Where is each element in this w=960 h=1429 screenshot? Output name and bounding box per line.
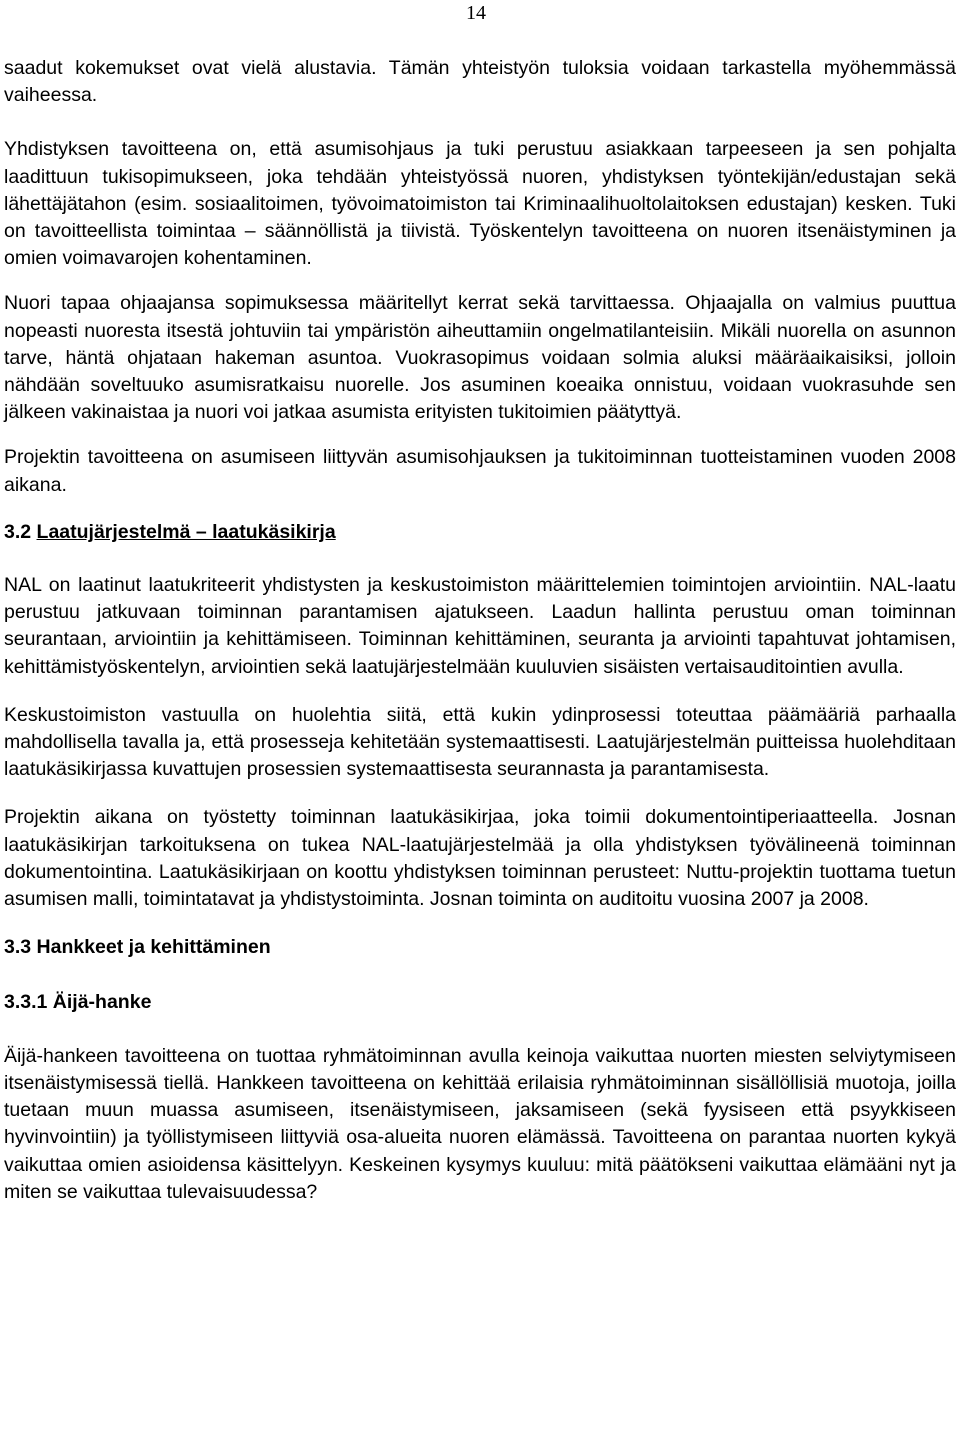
paragraph: Projektin aikana on työstetty toiminnan laatukäsikirjaa, joka toimii dokumentointiperiaatteella. Josnan laatukäsikirjan tarkoituksena on tukea NAL-laatujärjestelmää ja olla yhdistyksen työvälineenä toiminnan dokumentointina. Laatukäsikirjaan on koottu yhdistyksen toiminnan perusteet: Nuttu-projektin tuottama tuetun asumisen malli, toimintatavat ja yhdistystoiminta. Josnan toiminta on auditoitu vuosina 2007 ja 2008. [4, 806, 956, 911]
section-heading [4, 934, 956, 961]
document-body [4, 55, 956, 1206]
section-heading [4, 519, 956, 546]
section-title: Hankkeet ja kehittäminen [36, 936, 271, 959]
paragraph: Yhdistyksen tavoitteena on, että asumisohjaus ja tuki perustuu asiakkaan tarpeeseen ja sen pohjalta laadittuun tukisopimukseen, joka tehdään yhteistyössä nuoren, yhdistyksen työntekijän/edustajan sekä lähettäjätahon (esim. sosiaalitoimen, työvoimatoimiston tai Kriminaalihuoltolaitoksen edustajan) kesken. Tuki on tavoitteellista toimintaa – säännöllistä ja tiivistä. Työskentelyn tavoitteena on nuoren itsenäistyminen ja omien voimavarojen kohentaminen. [4, 138, 956, 270]
paragraph: Nuori tapaa ohjaajansa sopimuksessa määritellyt kerrat sekä tarvittaessa. Ohjaajalla on valmius puuttua nopeasti nuoresta itsestä johtuviin tai ympäristön aiheuttamiin ongelmatilanteisiin. Mikäli nuorella on asunnon tarve, häntä ohjataan hakeman asuntoa. Vuokrasopimus voidaan solmia aluksi määräaikaisiksi, jolloin nähdään soveltuuko asumisratkaisu nuorelle. Jos asuminen koeaika onnistuu, voidaan vuokrasuhde sen jälkeen vakinaistaa ja nuori voi jatkaa asumista erityisten tukitoimien päätyttyä. [4, 292, 956, 424]
subsection-heading [4, 989, 956, 1016]
paragraph: Äijä-hankeen tavoitteena on tuottaa ryhmätoiminnan avulla keinoja vaikuttaa nuorten miesten selviytymiseen itsenäistymisessä tiellä. Hankkeen tavoitteena on kehittää erilaisia ryhmätoiminnan sisällöllisiä muotoja, joilla tuetaan muun muassa asumiseen, itsenäistymiseen, jaksamiseen (sekä fyysiseen että psyykkiseen hyvinvointiin) ja työllistymiseen liittyviä osa-alueita nuoren elämässä. Tavoitteena on parantaa nuorten kykyä vaikuttaa omien asioidensa käsittelyyn. Keskeinen kysymys kuuluu: mitä päätökseni vaikuttaa elämääni nyt ja miten se vaikuttaa tulevaisuudessa? [4, 1044, 956, 1203]
section-title: Äijä-hanke [52, 991, 152, 1014]
paragraph: Keskustoimiston vastuulla on huolehtia siitä, että kukin ydinprosessi toteuttaa päämääriä parhaalla mahdollisella tavalla ja, että prosesseja kehitetään systemaattisesti. Laatujärjestelmän puitteissa huolehditaan laatukäsikirjassa kuvattujen prosessien systemaattisesta seurannasta ja parantamisesta. [4, 703, 956, 781]
section-number: 3.2 [4, 520, 32, 543]
paragraph: Projektin tavoitteena on asumiseen liittyvän asumisohjauksen ja tukitoiminnan tuotteistaminen vuoden 2008 aikana. [4, 446, 956, 496]
paragraph: NAL on laatinut laatukriteerit yhdistysten ja keskustoimiston määrittelemien toimintojen arviointiin. NAL-laatu perustuu jatkuvaan toiminnan parantamisen ajatukseen. Laadun hallinta perustuu oman toiminnan seurantaan, arviointiin ja kehittämiseen. Toiminnan kehittäminen, seuranta ja arviointi tapahtuvat johtamisen, kehittämistyöskentelyn, arviointien sekä laatujärjestelmään kuuluvien sisäisten vertaisauditointien avulla. [4, 574, 956, 678]
section-number: 3.3.1 [4, 991, 48, 1014]
page-number: 14 [466, 2, 486, 24]
section-title: Laatujärjestelmä – laatukäsikirja [36, 520, 336, 543]
paragraph: saadut kokemukset ovat vielä alustavia. Tämän yhteistyön tuloksia voidaan tarkastella myöhemmässä vaiheessa. [4, 57, 956, 107]
section-number: 3.3 [4, 936, 32, 959]
